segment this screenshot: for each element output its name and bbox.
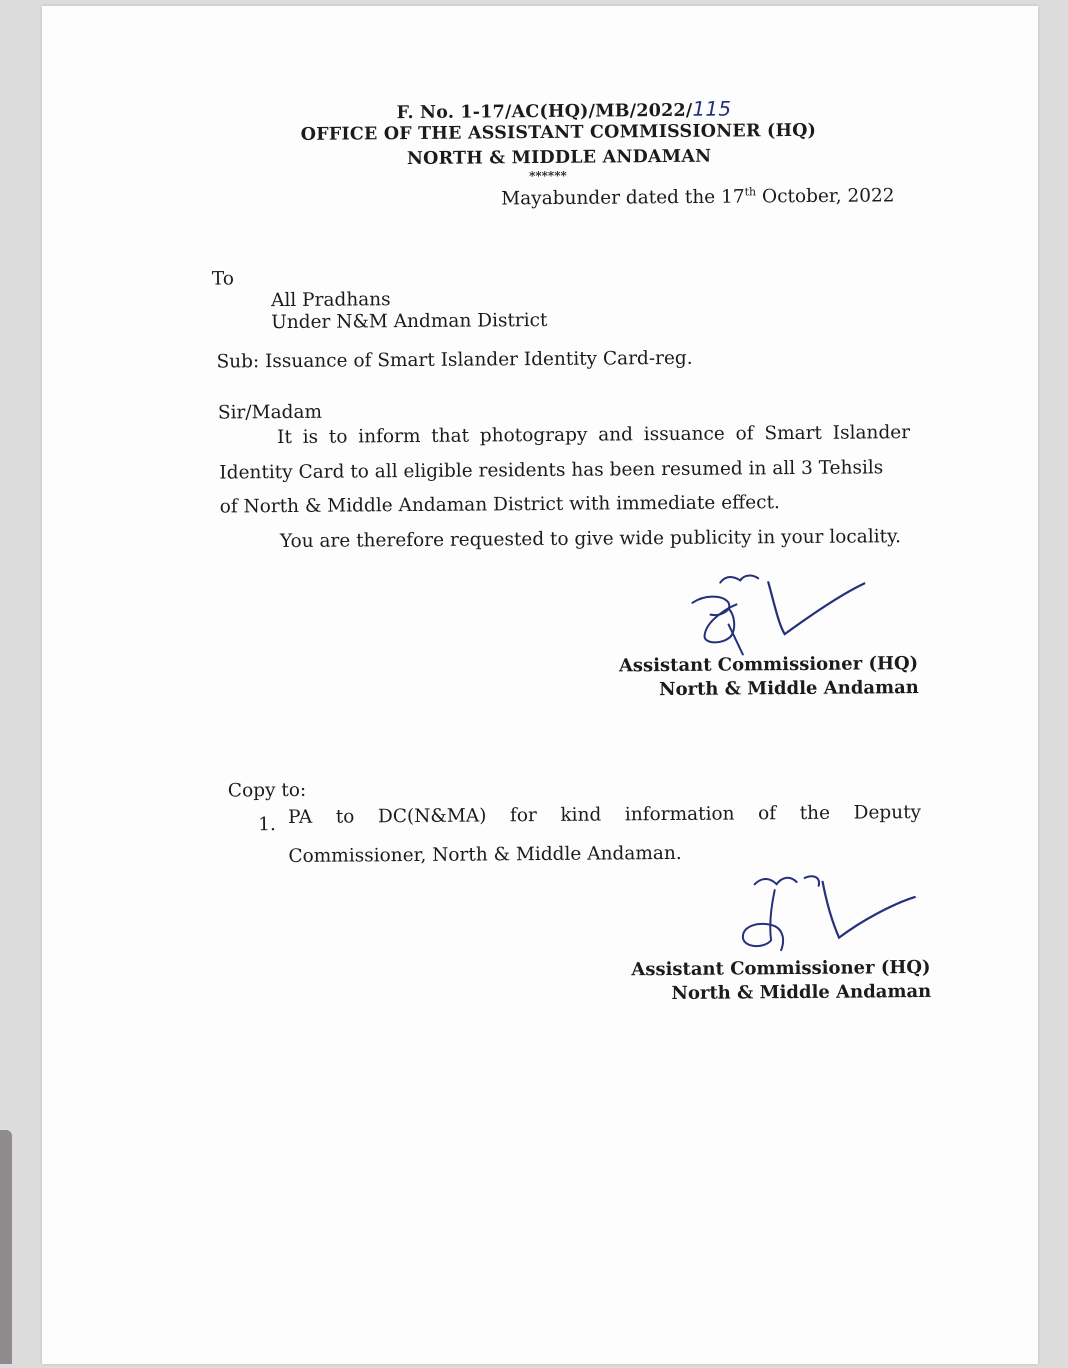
office-heading: OFFICE OF THE ASSISTANT COMMISSIONER (HQ) [300, 120, 817, 145]
region-heading: NORTH & MIDDLE ANDAMAN [406, 146, 712, 170]
file-number-text: F. No. 1-17/AC(HQ)/MB/2022/ [396, 100, 693, 124]
word: photograpy [479, 424, 588, 447]
scroll-edge-handle [0, 1130, 12, 1364]
document-page [42, 6, 1038, 1364]
salutation: Sir/Madam [217, 401, 323, 424]
date-month-year: October, 2022 [756, 185, 895, 208]
copy-to-label: Copy to: [227, 779, 307, 802]
word: information [624, 803, 735, 826]
word: of [758, 803, 777, 825]
word: is [302, 426, 319, 448]
copy-item-line-2: Commissioner, North & Middle Andaman. [288, 842, 682, 867]
handwritten-file-number: 115 [692, 96, 732, 121]
body-paragraph-2: You are therefore requested to give wide publicity in your locality. [279, 526, 902, 553]
letter-content [38, 2, 1045, 1368]
file-number [396, 96, 731, 123]
word: Smart [764, 422, 823, 445]
word: inform [358, 425, 421, 448]
word: of [735, 423, 754, 445]
signature-1-title: Assistant Commissioner (HQ) [618, 653, 919, 677]
word: Deputy [853, 802, 922, 824]
body-paragraph-1-line-3: of North & Middle Andaman District with immediate effect. [219, 492, 780, 518]
word: Islander [832, 422, 911, 444]
word: to [335, 806, 355, 828]
addressee-line-1: All Pradhans [270, 289, 391, 312]
signature-2-icon [734, 863, 935, 965]
date-suffix-sup: th [744, 185, 757, 199]
body-paragraph-1-line-2: Identity Card to all eligible residents has been resumed in all 3 Tehsils [219, 457, 884, 484]
body-paragraph-1-line-1 [277, 422, 910, 448]
word: issuance [643, 423, 725, 446]
date-prefix: Mayabunder dated the 17 [501, 186, 745, 210]
word: PA [288, 806, 313, 828]
word: to [328, 426, 348, 448]
word: and [598, 424, 634, 446]
signature-1-region: North & Middle Andaman [659, 677, 919, 701]
to-label: To [211, 268, 234, 290]
word: that [431, 425, 470, 447]
word: the [799, 802, 831, 824]
signature-1-icon [682, 563, 883, 665]
copy-item-number: 1. [258, 814, 276, 836]
subject-line: Sub: Issuance of Smart Islander Identity Card-reg. [216, 347, 693, 373]
addressee-line-2: Under N&M Andman District [271, 309, 548, 334]
signature-2-title: Assistant Commissioner (HQ) [631, 956, 931, 981]
header-separator: ****** [529, 168, 567, 184]
word: for [509, 805, 537, 827]
word: kind [560, 804, 602, 826]
date-line [501, 184, 894, 209]
copy-item-line-1 [288, 802, 921, 828]
word: DC(N&MA) [377, 805, 487, 828]
signature-2-region: North & Middle Andaman [671, 980, 932, 1004]
word: It [277, 426, 292, 449]
